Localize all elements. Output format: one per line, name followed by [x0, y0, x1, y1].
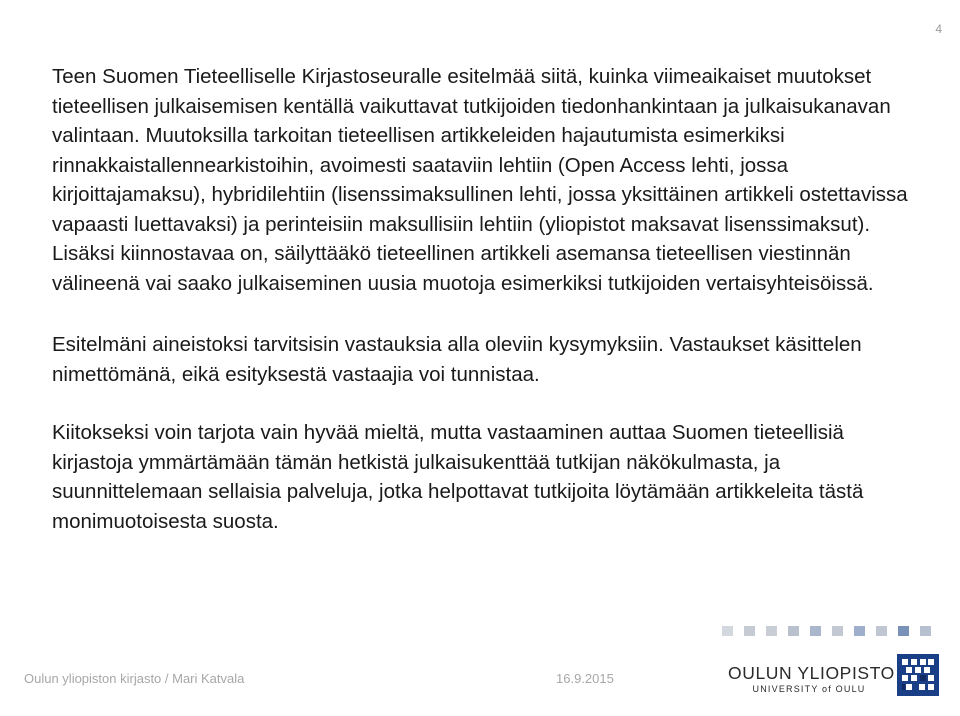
square-icon: [832, 626, 843, 636]
square-icon: [898, 626, 909, 636]
instructions-paragraph: Esitelmäni aineistoksi tarvitsisin vastauksia alla oleviin kysymyksiin. Vastaukset käsittelen nimettömänä, eikä esityksestä vastaajia voi tunnistaa.: [52, 333, 862, 386]
logo-name: OULUN YLIOPISTO: [728, 663, 895, 683]
square-icon: [810, 626, 821, 636]
square-icon: [744, 626, 755, 636]
square-icon: [788, 626, 799, 636]
footer-date: 16.9.2015: [556, 671, 614, 686]
oulu-university-emblem-icon: [897, 654, 939, 696]
square-icon: [876, 626, 887, 636]
square-icon: [722, 626, 733, 636]
logo-subtitle: UNIVERSITY of OULU: [752, 684, 866, 694]
footer-author: Oulun yliopiston kirjasto / Mari Katvala: [24, 671, 245, 686]
page-number: 4: [935, 22, 942, 36]
university-logo-text: [728, 663, 895, 694]
square-icon: [854, 626, 865, 636]
square-icon: [766, 626, 777, 636]
square-icon: [920, 626, 931, 636]
decorative-squares: [722, 626, 942, 636]
intro-paragraph: Teen Suomen Tieteelliselle Kirjastoseuralle esitelmää siitä, kuinka viimeaikaiset muutokset tieteellisen julkaisemisen kentällä vaikuttavat tutkijoiden tiedonhankintaan ja julkaisukanavan valintaan. Muutoksilla tarkoitan tieteellisen artikkeleiden hajautumista esimerkiksi rinnakkaistallennearkistoihin, avoimesti saataviin lehtiin (Open Access lehti, jossa kirjoittajamaksu), hybridilehtiin (lisenssimaksullinen lehti, jossa yksittäinen artikkeli ostettavissa vapaasti luettavaksi) ja perinteisiin maksullisiin lehtiin (yliopistot maksavat lisenssimaksut). Lisäksi kiinnostavaa on, säilyttääkö tieteellinen artikkeli asemansa tieteellisen viestinnän välineenä vai saako julkaiseminen uusia muotoja esimerkiksi tutkijoiden vertaisyhteisöissä.: [52, 65, 908, 295]
thanks-paragraph: Kiitokseksi voin tarjota vain hyvää mieltä, mutta vastaaminen auttaa Suomen tieteellisiä kirjastoja ymmärtämään tämän hetkistä julkaisukenttää tutkijan näkökulmasta, ja suunnittelemaan sellaisia palveluja, jotka helpottavat tutkijoita löytämään artikkeleita tästä monimuotoisesta suosta.: [52, 421, 864, 533]
body-text: [52, 62, 912, 536]
